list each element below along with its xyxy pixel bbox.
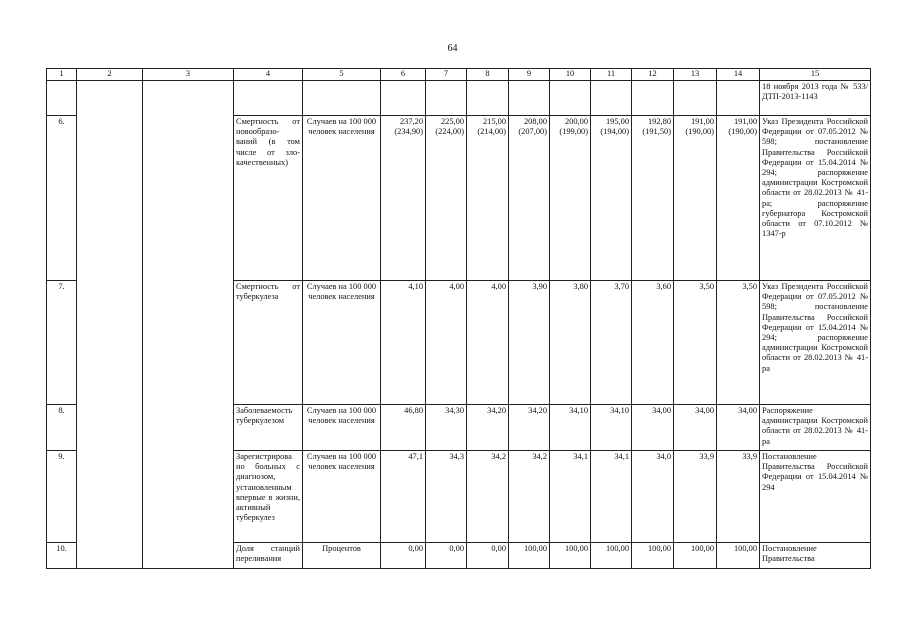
column-header-9: 9 [509, 69, 550, 81]
indicator-name: Доля станций переливания [234, 543, 303, 569]
value-cell [717, 405, 760, 451]
value-cell [467, 451, 509, 543]
column-header-1: 1 [47, 69, 77, 81]
column-header-10: 10 [550, 69, 591, 81]
value-cell [381, 281, 426, 405]
value-cell [509, 281, 550, 405]
indicators-table [46, 68, 871, 569]
value-main: 200,00 [564, 117, 588, 126]
value-cell [381, 116, 426, 281]
value-cell [509, 543, 550, 569]
value-cell [632, 281, 674, 405]
cell-basis: 18 ноября 2013 года № 533/ДТП-2013-1143 [760, 81, 871, 116]
value-cell [509, 451, 550, 543]
value-cell [467, 116, 509, 281]
value-cell [467, 543, 509, 569]
value-cell [509, 405, 550, 451]
value-cell [591, 405, 632, 451]
continuation-row [47, 81, 871, 116]
legal-basis: Распоряжение администрации Костромской области от 28.02.2013 № 41-ра [760, 405, 871, 451]
value-cell [632, 116, 674, 281]
value-cell [674, 451, 717, 543]
value-parenthetical: (224,00) [435, 127, 464, 137]
column-header-12: 12 [632, 69, 674, 81]
value-cell [632, 543, 674, 569]
value-cell [591, 116, 632, 281]
value-parenthetical: (190,00) [728, 127, 757, 137]
value-parenthetical: (207,00) [518, 127, 547, 137]
value-parenthetical: (214,00) [477, 127, 506, 137]
value-cell [674, 116, 717, 281]
column-header-7: 7 [426, 69, 467, 81]
value-main: 34,00 [695, 406, 714, 415]
value-cell [674, 543, 717, 569]
value-main: 3,50 [742, 282, 757, 291]
value-main: 3,60 [656, 282, 671, 291]
value-main: 3,50 [699, 282, 714, 291]
value-cell [550, 281, 591, 405]
legal-basis: Указ Президента Российской Федерации от 07.05.2012 № 598; постановление Правительства Российской Федерации от 15.04.2014 № 294; распоряжение администрации Костромской области от 28.02.2013 № 41-ра; распоряжение губернатора Костромской области от 07.10.2012 № 1347-р [760, 116, 871, 281]
value-main: 34,10 [610, 406, 629, 415]
value-parenthetical: (190,00) [685, 127, 714, 137]
value-cell [426, 405, 467, 451]
value-main: 100,00 [733, 544, 757, 553]
legal-basis: Постановление Правительства [760, 543, 871, 569]
row-number: 6. [47, 116, 77, 281]
value-main: 34,0 [656, 452, 671, 461]
value-cell [591, 281, 632, 405]
value-main: 34,10 [569, 406, 588, 415]
value-main: 195,00 [605, 117, 629, 126]
column-header-6: 6 [381, 69, 426, 81]
column-header-row [47, 69, 871, 81]
value-parenthetical: (191,50) [642, 127, 671, 137]
value-cell [591, 451, 632, 543]
column-header-5: 5 [303, 69, 381, 81]
value-cell [591, 543, 632, 569]
value-main: 0,00 [449, 544, 464, 553]
column-header-11: 11 [591, 69, 632, 81]
value-main: 34,2 [491, 452, 506, 461]
value-main: 34,00 [738, 406, 757, 415]
value-cell [550, 116, 591, 281]
value-main: 34,2 [532, 452, 547, 461]
column-header-2: 2 [77, 69, 143, 81]
value-cell [550, 543, 591, 569]
value-main: 100,00 [564, 544, 588, 553]
cell-col1 [47, 81, 77, 116]
value-cell [632, 405, 674, 451]
value-main: 237,20 [399, 117, 423, 126]
value-cell [426, 451, 467, 543]
value-main: 34,1 [573, 452, 588, 461]
column-header-15: 15 [760, 69, 871, 81]
indicator-name: Зарегистрирова но больных с диагнозом, установленным впервые в жизни, активный туберкулез [234, 451, 303, 543]
value-cell [467, 405, 509, 451]
value-main: 100,00 [605, 544, 629, 553]
indicator-name: Заболеваемость туберкулезом [234, 405, 303, 451]
value-cell [717, 451, 760, 543]
value-main: 34,30 [445, 406, 464, 415]
value-cell [674, 405, 717, 451]
column-header-3: 3 [143, 69, 234, 81]
value-main: 34,20 [528, 406, 547, 415]
value-cell [717, 281, 760, 405]
value-main: 100,00 [523, 544, 547, 553]
value-parenthetical: (194,00) [600, 127, 629, 137]
value-cell [381, 405, 426, 451]
value-main: 191,00 [690, 117, 714, 126]
cell-col3-merged [143, 81, 234, 569]
value-parenthetical: (199,00) [559, 127, 588, 137]
cell-col2-merged [77, 81, 143, 569]
value-main: 100,00 [647, 544, 671, 553]
unit-of-measure: Случаев на 100 000 человек населения [303, 116, 381, 281]
row-number: 7. [47, 281, 77, 405]
value-main: 46,80 [404, 406, 423, 415]
column-header-4: 4 [234, 69, 303, 81]
value-main: 100,00 [690, 544, 714, 553]
value-cell [550, 405, 591, 451]
value-cell [717, 543, 760, 569]
value-main: 4,10 [408, 282, 423, 291]
value-main: 33,9 [742, 452, 757, 461]
legal-basis: Постановление Правительства Российской Федерации от 15.04.2014 № 294 [760, 451, 871, 543]
value-parenthetical: (234,90) [394, 127, 423, 137]
value-main: 192,80 [647, 117, 671, 126]
value-main: 191,00 [733, 117, 757, 126]
indicator-name: Смертность от новообразо-ваний (в том числе от зло-качественных) [234, 116, 303, 281]
column-header-13: 13 [674, 69, 717, 81]
value-main: 34,00 [652, 406, 671, 415]
unit-of-measure: Случаев на 100 000 человек населения [303, 405, 381, 451]
value-main: 33,9 [699, 452, 714, 461]
value-main: 47,1 [408, 452, 423, 461]
legal-basis: Указ Президента Российской Федерации от 07.05.2012 № 598; постановление Правительства Российской Федерации от 15.04.2014 № 294; распоряжение администрации Костромской области от 28.02.2013 № 41-ра [760, 281, 871, 405]
page-number: 64 [447, 43, 458, 54]
value-main: 0,00 [408, 544, 423, 553]
value-main: 3,70 [614, 282, 629, 291]
value-cell [674, 281, 717, 405]
column-header-8: 8 [467, 69, 509, 81]
unit-of-measure: Случаев на 100 000 человек населения [303, 281, 381, 405]
value-cell [632, 451, 674, 543]
value-main: 34,1 [614, 452, 629, 461]
value-main: 4,00 [449, 282, 464, 291]
value-cell [509, 116, 550, 281]
unit-of-measure: Процентов [303, 543, 381, 569]
value-cell [426, 281, 467, 405]
value-main: 3,90 [532, 282, 547, 291]
value-main: 34,3 [449, 452, 464, 461]
unit-of-measure: Случаев на 100 000 человек населения [303, 451, 381, 543]
value-main: 4,00 [491, 282, 506, 291]
column-header-14: 14 [717, 69, 760, 81]
row-number: 10. [47, 543, 77, 569]
value-main: 34,20 [487, 406, 506, 415]
value-cell [381, 543, 426, 569]
value-cell [426, 116, 467, 281]
value-cell [426, 543, 467, 569]
value-cell [381, 451, 426, 543]
cell-unit [303, 81, 381, 116]
indicator-name: Смертность от туберкулеза [234, 281, 303, 405]
row-number: 9. [47, 451, 77, 543]
value-cell [717, 116, 760, 281]
value-main: 208,00 [523, 117, 547, 126]
value-main: 3,80 [573, 282, 588, 291]
value-main: 225,00 [440, 117, 464, 126]
value-main: 0,00 [491, 544, 506, 553]
value-cell [467, 281, 509, 405]
row-number: 8. [47, 405, 77, 451]
value-main: 215,00 [482, 117, 506, 126]
value-cell [550, 451, 591, 543]
cell-indicator [234, 81, 303, 116]
